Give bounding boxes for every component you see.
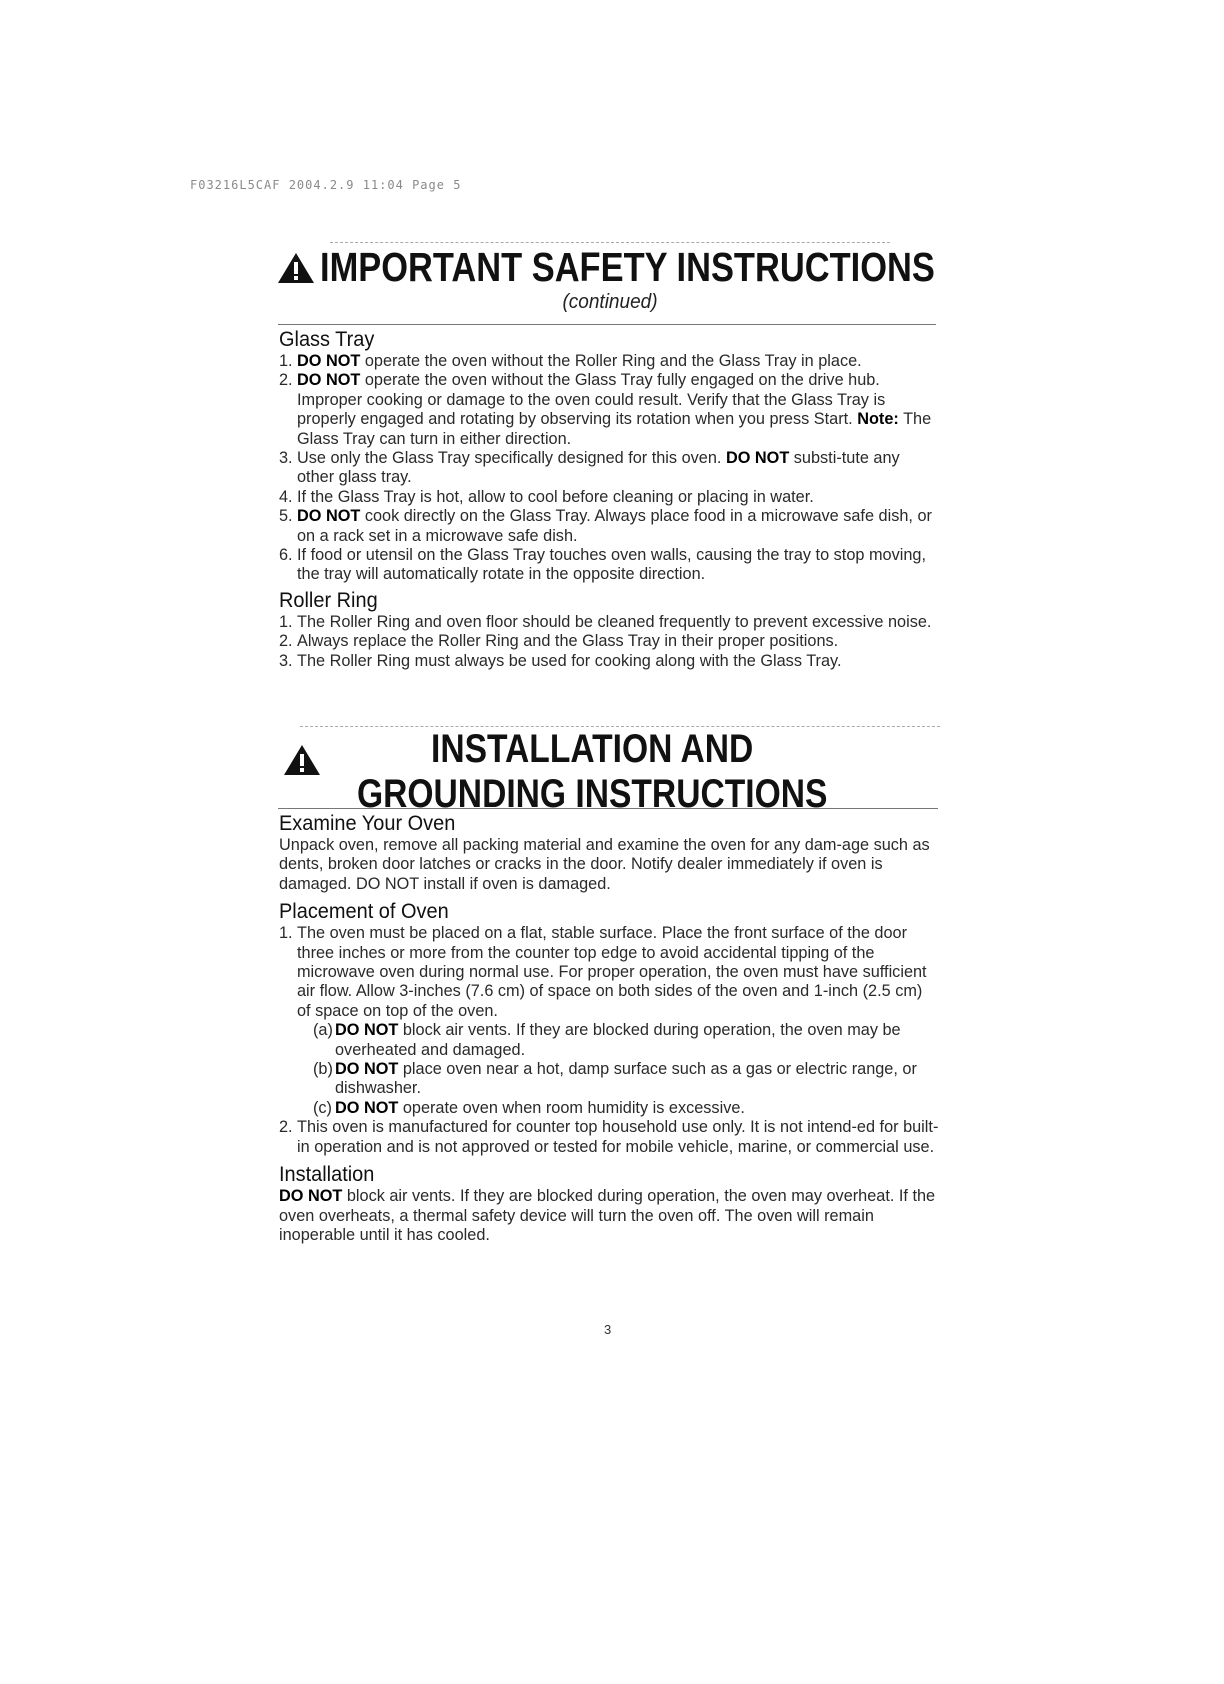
roller-ring-heading: Roller Ring <box>279 588 378 612</box>
installation-heading: Installation <box>279 1163 375 1187</box>
list-item: 1. The Roller Ring and oven floor should be cleaned frequently to prevent excessive noise. <box>279 612 932 631</box>
list-item: 4. If the Glass Tray is hot, allow to cool before cleaning or placing in water. <box>279 487 814 506</box>
list-item: 1. DO NOT operate the oven without the Roller Ring and the Glass Tray in place. <box>279 352 862 370</box>
list-item: 2. This oven is manufactured for counter top household use only. It is not intend-ed for built-in operation and is not approved or tested for mobile vehicle, marine, or commercial use. <box>279 1118 939 1156</box>
roller-ring-list <box>279 613 939 671</box>
sub-list-item: (c) DO NOT operate oven when room humidity is excessive. <box>313 1098 745 1117</box>
list-item: 6. If food or utensil on the Glass Tray touches oven walls, causing the tray to stop moving, the tray will automatically rotate in the opposite direction. <box>279 546 926 584</box>
installation-header <box>276 728 936 816</box>
installation-body <box>279 812 939 1245</box>
safety-subtitle: (continued) <box>562 291 658 313</box>
sub-list-item: (a) DO NOT block air vents. If they are blocked during operation, the oven may be overheated and damaged. <box>313 1021 901 1059</box>
safety-rule <box>278 324 936 325</box>
safety-title: IMPORTANT SAFETY INSTRUCTIONS <box>320 244 935 290</box>
placement-sub-list <box>297 1021 939 1118</box>
list-item: 3. Use only the Glass Tray specifically designed for this oven. DO NOT substi-tute any other glass tray. <box>279 449 900 487</box>
safety-body <box>279 328 939 671</box>
placement-heading: Placement of Oven <box>279 900 449 924</box>
installation-title-line2: GROUNDING INSTRUCTIONS <box>357 772 828 816</box>
list-item: 5. DO NOT cook directly on the Glass Tray. Always place food in a microwave safe dish, or on a rack set in a microwave safe dish. <box>279 507 932 545</box>
print-header: F03216L5CAF 2004.2.9 11:04 Page 5 <box>190 178 462 192</box>
sub-list-item: (b) DO NOT place oven near a hot, damp surface such as a gas or electric range, or dishwasher. <box>313 1060 917 1098</box>
warning-triangle-icon <box>282 742 322 778</box>
warning-triangle-icon <box>276 250 316 286</box>
examine-text: Unpack oven, remove all packing material and examine the oven for any dam-age such as dents, broken door latches or cracks in the door. Notify dealer immediately if oven is damaged. DO NOT install if oven is damaged. <box>279 836 930 893</box>
placement-list <box>279 924 939 1157</box>
list-item: 2. DO NOT operate the oven without the Glass Tray fully engaged on the drive hub. Improper cooking or damage to the oven could result. Verify that the Glass Tray is properly engaged and rotating by observing its rotation when you press Start. Note: The Glass Tray can turn in either direction. <box>279 371 932 448</box>
list-item: 3. The Roller Ring must always be used for cooking along with the Glass Tray. <box>279 651 842 670</box>
list-item: 2. Always replace the Roller Ring and the Glass Tray in their proper positions. <box>279 632 839 651</box>
installation-text: DO NOT block air vents. If they are blocked during operation, the oven may overheat. If the oven overheats, a thermal safety device will turn the oven off. The oven will remain inoperable until it has cooled. <box>279 1187 936 1244</box>
examine-heading: Examine Your Oven <box>279 812 456 835</box>
installation-rule <box>278 808 938 809</box>
page-number: 3 <box>604 1322 612 1337</box>
top-rule <box>330 242 890 243</box>
glass-tray-heading: Glass Tray <box>279 328 375 351</box>
list-item: 1. The oven must be placed on a flat, stable surface. Place the front surface of the door three inches or more from the counter top edge to avoid accidental tipping of the microwave oven during normal use. For proper operation, the oven must have sufficient air flow. Allow 3-inches (7.6 cm) of space on both sides of the oven and 1-inch (2.5 cm) of space on top of the oven. (a) DO NOT block air vents. If they are blocked during operation, the oven may be overheated and damaged. (b) DO NOT place oven near a hot, damp surface such as a gas or electric range, or dishwasher. (c) DO NOT operate oven when room humidity is excessive. <box>279 924 939 1118</box>
glass-tray-list <box>279 352 939 585</box>
installation-title-line1: INSTALLATION AND <box>431 727 754 771</box>
safety-header <box>276 244 936 314</box>
